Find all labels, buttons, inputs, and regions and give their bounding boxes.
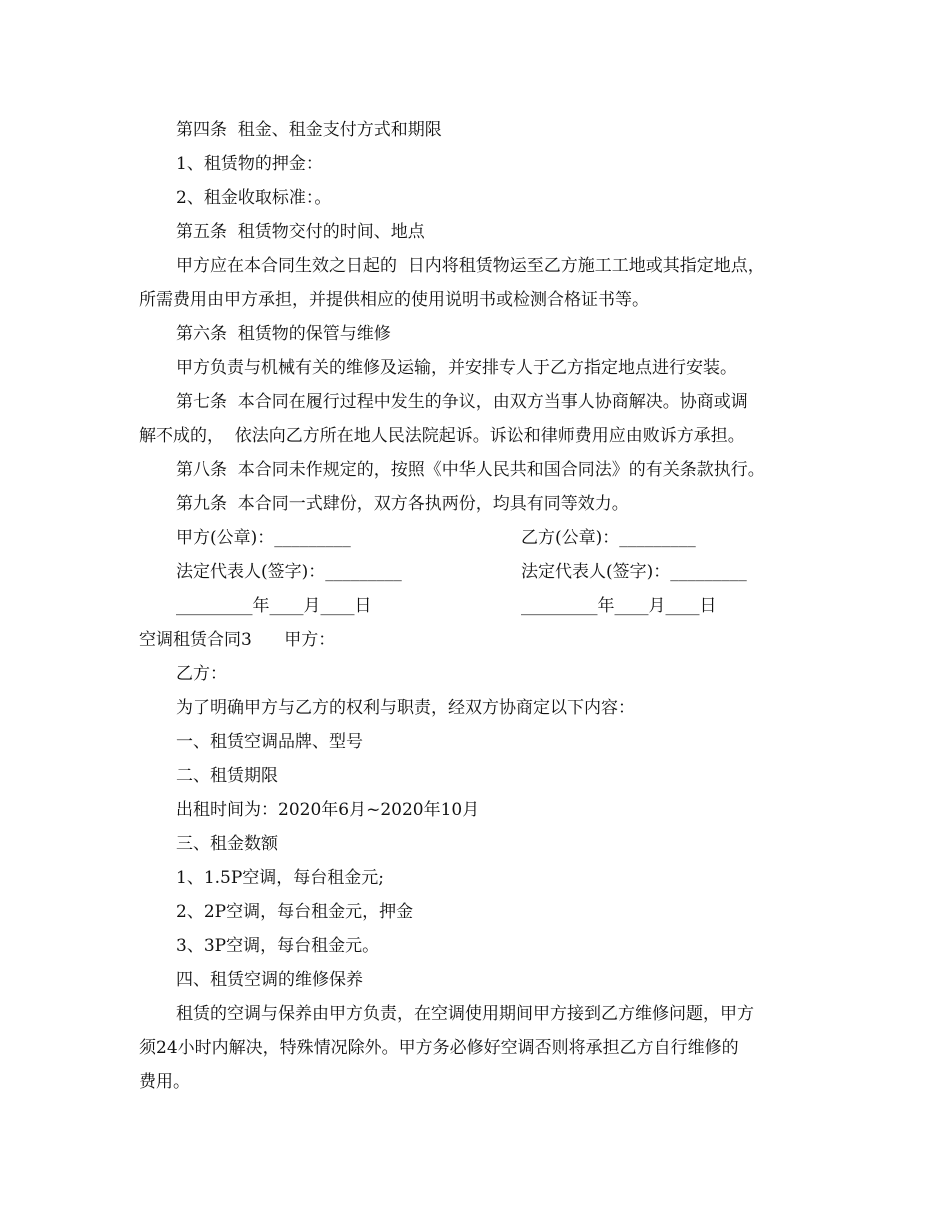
article-5-text-line-2: 所需费用由甲方承担，并提供相应的使用说明书或检测合格证书等。 bbox=[139, 290, 649, 310]
article-7-text-line-2: 解不成的， 依法向乙方所在地人民法院起诉。诉讼和律师费用应由败诉方承担。 bbox=[139, 426, 745, 446]
party-a-date-line: _________年____月____日 bbox=[176, 596, 372, 616]
party-b-date-line: _________年____月____日 bbox=[521, 596, 717, 616]
article-9-text: 第九条 本合同一式肆份，双方各执两份，均具有同等效力。 bbox=[176, 494, 629, 514]
intro-paragraph: 为了明确甲方与乙方的权利与职责，经双方协商定以下内容： bbox=[176, 698, 635, 718]
section-4-text-line-2: 须24小时内解决，特殊情况除外。甲方务必修好空调否则将承担乙方自行维修的 bbox=[139, 1038, 739, 1058]
section-4-text-line-3: 费用。 bbox=[139, 1072, 190, 1092]
article-6-text: 甲方负责与机械有关的维修及运输，并安排专人于乙方指定地点进行安装。 bbox=[176, 358, 737, 378]
section-3-item-2: 2、2P空调，每台租金元，押金 bbox=[176, 902, 414, 922]
article-8-text: 第八条 本合同未作规定的，按照《中华人民共和国合同法》的有关条款执行。 bbox=[176, 460, 765, 480]
party-b-label: 乙方： bbox=[176, 664, 227, 684]
section-2-title: 二、租赁期限 bbox=[176, 766, 278, 786]
party-a-representative-line: 法定代表人(签字)：_________ bbox=[176, 562, 402, 582]
section-1-title: 一、租赁空调品牌、型号 bbox=[176, 732, 363, 752]
article-4-item-1: 1、租赁物的押金： bbox=[176, 154, 323, 174]
section-3-item-1: 1、1.5P空调，每台租金元; bbox=[176, 868, 385, 888]
article-7-text-line-1: 第七条 本合同在履行过程中发生的争议，由双方当事人协商解决。协商或调 bbox=[176, 392, 748, 412]
section-2-text: 出租时间为：2020年6月~2020年10月 bbox=[176, 800, 480, 820]
party-b-representative-line: 法定代表人(签字)：_________ bbox=[521, 562, 747, 582]
article-6-title: 第六条 租赁物的保管与维修 bbox=[176, 324, 391, 344]
section-3-item-3: 3、3P空调，每台租金元。 bbox=[176, 936, 380, 956]
article-5-text-line-1: 甲方应在本合同生效之日起的 日内将租赁物运至乙方施工工地或其指定地点， bbox=[176, 256, 765, 276]
section-4-title: 四、租赁空调的维修保养 bbox=[176, 970, 363, 990]
article-5-title: 第五条 租赁物交付的时间、地点 bbox=[176, 222, 425, 242]
article-4-title: 第四条 租金、租金支付方式和期限 bbox=[176, 120, 442, 140]
party-b-seal-line: 乙方(公章)：_________ bbox=[521, 528, 696, 548]
article-4-item-2: 2、租金收取标准：。 bbox=[176, 188, 332, 208]
section-4-text-line-1: 租赁的空调与保养由甲方负责，在空调使用期间甲方接到乙方维修问题，甲方 bbox=[176, 1004, 754, 1024]
party-a-seal-line: 甲方(公章)：_________ bbox=[176, 528, 351, 548]
section-3-title: 三、租金数额 bbox=[176, 834, 278, 854]
contract-3-heading: 空调租赁合同3 甲方： bbox=[139, 630, 336, 650]
